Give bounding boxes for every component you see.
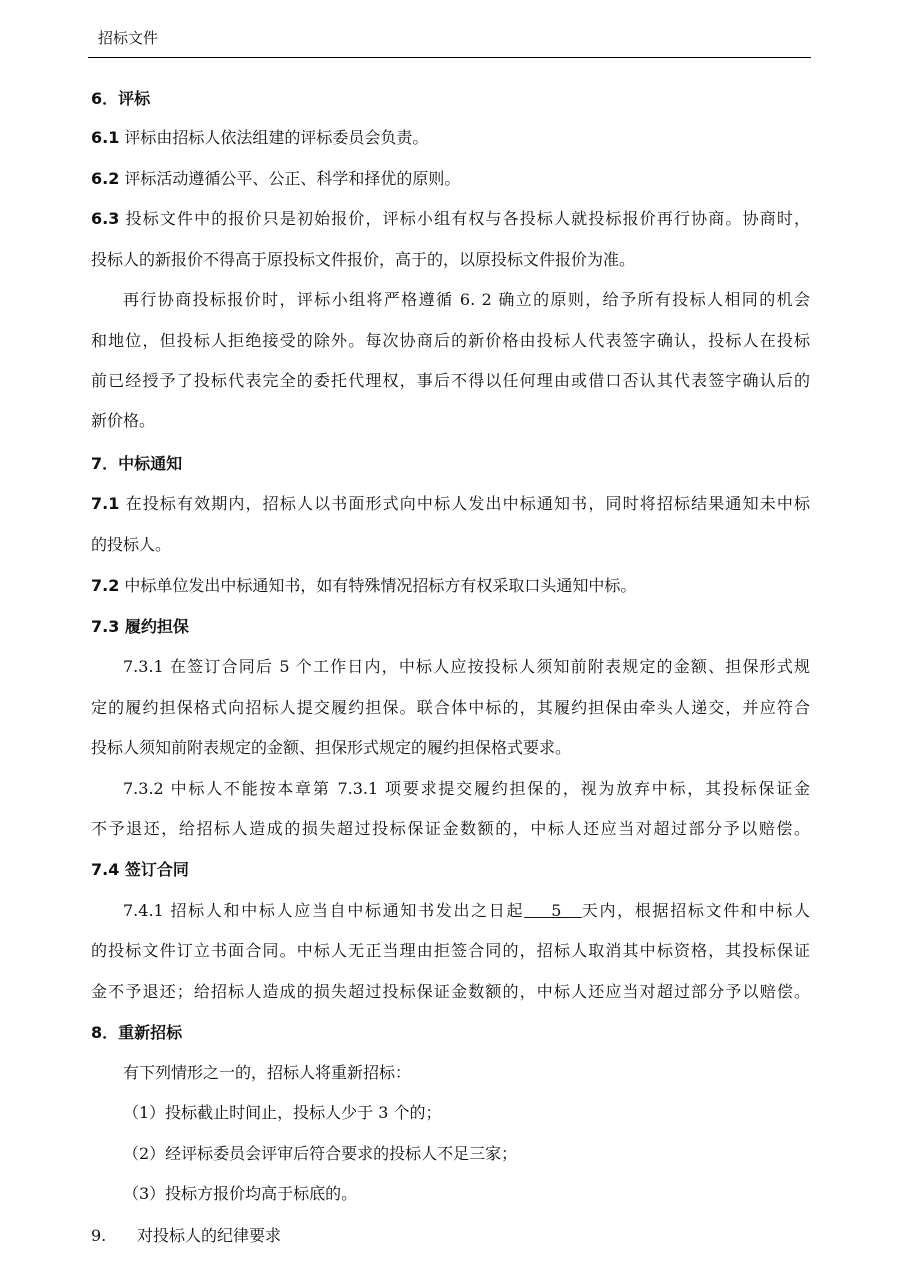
line-text: 评标活动遵循公平、公正、科学和择优的原则。 [119,169,461,188]
text-line [91,128,810,148]
section-heading [91,89,810,109]
line-text: 在投标有效期内，招标人以书面形式向中标人发出中标通知书，同时将招标结果通知未中标 [119,494,810,513]
section-heading [91,860,810,880]
text-line [123,290,810,310]
line-text: 金不予退还；给招标人造成的损失超过投标保证金数额的，中标人还应当对超过部分予以赔偿。 [91,982,810,1001]
section-heading [91,617,810,637]
line-text: 中标单位发出中标通知书，如有特殊情况招标方有权采取口头通知中标。 [119,576,637,595]
line-text: 前已经授予了投标代表完全的委托代理权，事后不得以任何理由或借口否认其代表签字确认后的 [91,371,810,390]
line-text: （3）投标方报价均高于标底的。 [123,1184,358,1203]
line-text: 投标人须知前附表规定的金额、担保形式规定的履约担保格式要求。 [91,738,572,757]
line-text: 有下列情形之一的，招标人将重新招标： [123,1063,412,1082]
line-text: 投标文件中的报价只是初始报价，评标小组有权与各投标人就投标报价再行协商。协商时， [119,209,810,228]
text-line [91,941,810,961]
clause-number: 6.3 [91,209,120,228]
line-text: 7.3.1 在签订合同后 5 个工作日内，中标人应按投标人须知前附表规定的金额、担保形式规 [123,657,810,676]
section-heading [91,1023,810,1043]
heading-text: 7.3 履约担保 [91,617,189,636]
text-line [123,1184,810,1204]
heading-text: 6．评标 [91,89,151,108]
line-text: （2）经评标委员会评审后符合要求的投标人不足三家； [123,1144,518,1163]
section-number: 9. [91,1226,107,1245]
heading-text: 7.4 签订合同 [91,860,189,879]
line-text: 7.4.1 招标人和中标人应当自中标通知书发出之日起 [123,901,525,920]
line-text: 的投标文件订立书面合同。中标人无正当理由拒签合同的，招标人取消其中标资格，其投标保证 [91,941,810,960]
header-rule [88,57,811,58]
line-text: 新价格。 [91,411,156,430]
line-text: 再行协商投标报价时，评标小组将严格遵循 6. 2 确立的原则，给予所有投标人相同的机会 [123,290,810,309]
text-line [91,371,810,391]
text-line [91,535,810,555]
clause-number: 6.2 [91,169,120,188]
heading-text: 7．中标通知 [91,454,183,473]
underlined-days-value: 5 [524,901,582,920]
text-line [91,698,810,718]
line-text: 不予退还，给招标人造成的损失超过投标保证金数额的，中标人还应当对超过部分予以赔偿。 [91,819,810,838]
clause-number: 6.1 [91,128,120,147]
line-text: 和地位，但投标人拒绝接受的除外。每次协商后的新价格由投标人代表签字确认，投标人在投标 [91,331,810,350]
text-line [123,1103,810,1123]
line-text-after: 天内，根据招标文件和中标人 [581,901,810,920]
line-text: 评标由招标人依法组建的评标委员会负责。 [119,128,429,147]
line-text: 定的履约担保格式向招标人提交履约担保。联合体中标的，其履约担保由牵头人递交，并应符合 [91,698,810,717]
running-header: 招标文件 [98,29,159,47]
clause-number: 7.1 [91,494,120,513]
text-line [91,331,810,351]
text-line [91,738,810,758]
text-line [123,1144,810,1164]
text-line [123,779,810,799]
text-line [91,250,810,270]
text-line [91,494,810,514]
text-line [91,209,810,229]
text-line [91,1226,810,1246]
heading-text: 8．重新招标 [91,1023,183,1042]
line-text: 的投标人。 [91,535,172,554]
text-line [91,982,810,1002]
text-line [91,411,810,431]
clause-number: 7.2 [91,576,120,595]
line-text: （1）投标截止时间止，投标人少于 3 个的； [123,1103,442,1122]
text-line [123,657,810,677]
text-line [123,1063,810,1083]
text-line [123,901,810,921]
text-line [91,169,810,189]
text-line [91,576,810,596]
text-line [91,819,810,839]
line-text: 投标人的新报价不得高于原投标文件报价，高于的，以原投标文件报价为准。 [91,250,636,269]
line-text: 对投标人的纪律要求 [137,1226,282,1245]
section-heading [91,454,810,474]
line-text: 7.3.2 中标人不能按本章第 7.3.1 项要求提交履约担保的，视为放弃中标，其投标保证金 [123,779,810,798]
